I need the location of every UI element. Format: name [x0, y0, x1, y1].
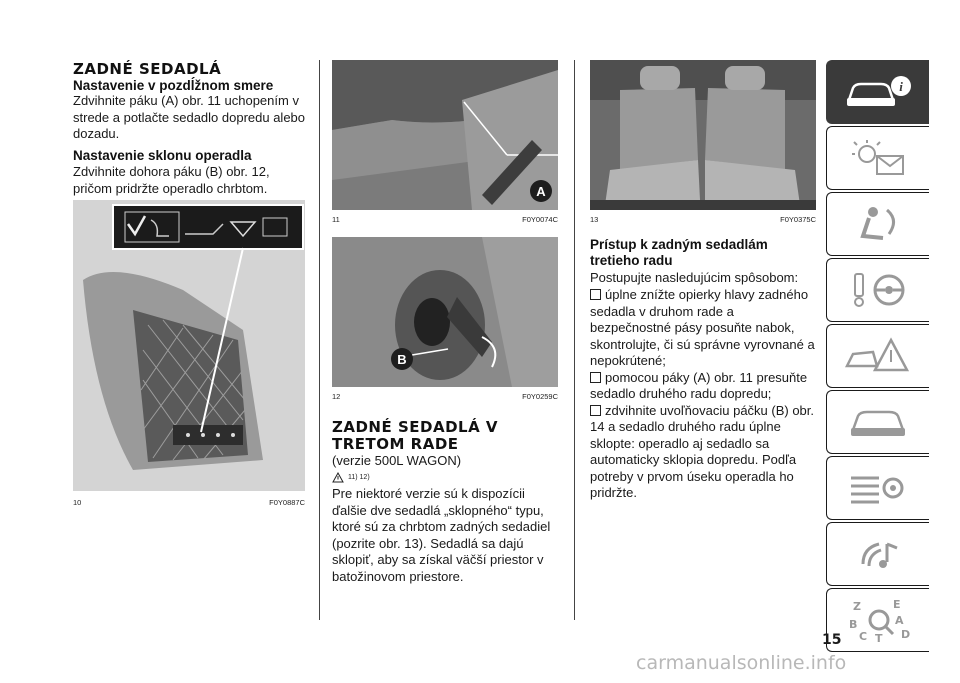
list-item-text: úplne znížte opierky hlavy zadného sedadla v druhom rade a bezpečnostné pásy posuňte nabok, skontrolujte, či sú správne vyrovnané a nepokrútené;: [590, 287, 815, 368]
figure-12-caption: [332, 392, 558, 401]
figure-11-image: [332, 60, 558, 210]
figure-13-image: [590, 60, 816, 210]
figure-10-caption: [73, 498, 305, 507]
list-item-text: pomocou páky (A) obr. 11 presuňte sedadlo druhého radu dopredu;: [590, 369, 808, 401]
tab-starting-driving[interactable]: [826, 258, 929, 322]
figure-code: F0Y0259C: [522, 392, 558, 401]
figure-number: 13: [590, 215, 599, 224]
seat-side-panel-illustration: [73, 200, 305, 491]
car-info-icon: [843, 72, 913, 112]
tab-emergency[interactable]: [826, 324, 929, 388]
callout-label-b: B: [397, 352, 407, 367]
tab-car-info[interactable]: [826, 60, 929, 124]
checkbox-bullet-icon: [590, 405, 601, 416]
figure-code: F0Y0375C: [780, 215, 816, 224]
warning-triangle-icon: [332, 472, 344, 483]
figure-10-image: [73, 200, 305, 491]
intro-paragraph: Postupujte nasledujúcim spôsobom:: [590, 270, 799, 285]
subheading-access-third-row: Prístup k zadným sedadlám tretieho radu: [590, 237, 768, 268]
figure-code: F0Y0074C: [522, 215, 558, 224]
tab-warning-lights[interactable]: [826, 126, 929, 190]
callout-label-a: A: [536, 184, 546, 199]
version-note: (verzie 500L WAGON): [332, 453, 462, 468]
seat-recline-b-illustration: [332, 237, 558, 387]
paragraph-backrest: Zdvihnite dohora páku (B) obr. 12, pričom pridržte operadlo chrbtom.: [73, 164, 270, 196]
paragraph-longitudinal: Zdvihnite páku (A) obr. 11 uchopením v strede a potlačte sedadlo dopredu alebo dozadu.: [73, 93, 306, 141]
section-heading: ZADNÉ SEDADLÁ: [73, 60, 222, 78]
tab-multimedia[interactable]: [826, 522, 929, 586]
figure-number: 12: [332, 392, 341, 401]
bullet-list: [590, 287, 816, 502]
warning-references: [332, 472, 370, 483]
tab-safety[interactable]: [826, 192, 929, 256]
list-item: [590, 287, 816, 370]
list-item: [590, 403, 816, 502]
index-letter: A: [895, 614, 904, 627]
figure-12-image: [332, 237, 558, 387]
svg-text:i: i: [899, 79, 903, 94]
multimedia-icon: [843, 534, 913, 574]
maintenance-icon: [843, 402, 913, 442]
starting-driving-icon: [843, 270, 913, 310]
figure-11-caption: [332, 215, 558, 224]
seat-lever-a-illustration: [332, 60, 558, 210]
column-separator: [574, 60, 575, 620]
column-separator: [319, 60, 320, 620]
index-letter: B: [849, 618, 858, 631]
tab-maintenance[interactable]: [826, 390, 929, 454]
index-letter: D: [901, 628, 911, 641]
safety-airbag-icon: [843, 204, 913, 244]
figure-code: F0Y0887C: [269, 498, 305, 507]
figure-number: 11: [332, 215, 340, 224]
index-letter: Z: [853, 600, 861, 613]
paragraph-third-row: Pre niektoré verzie sú k dispozícii ďalšie dve sedadlá „sklopného“ typu, ktoré sú za chrbtom zadných sedadiel (pozrite obr. 13). Sedadlá sa dajú sklopiť, aby sa získal väčší priestor v batožinovom priestore.: [332, 486, 551, 584]
tab-technical-data[interactable]: [826, 456, 929, 520]
subheading-backrest: Nastavenie sklonu operadla: [73, 148, 252, 163]
reference-numbers: 11) 12): [348, 474, 370, 481]
page-number: 15: [822, 632, 842, 648]
section-heading-third-row: ZADNÉ SEDADLÁ V TRETOM RADE: [332, 418, 499, 453]
warning-lights-icon: [843, 138, 913, 178]
figure-13-caption: [590, 215, 816, 224]
subheading-longitudinal: Nastavenie v pozdĺžnom smere: [73, 78, 274, 93]
index-letter: C: [859, 630, 868, 643]
figure-number: 10: [73, 498, 82, 507]
technical-data-icon: [843, 468, 913, 508]
index-letter: E: [893, 598, 901, 611]
watermark: carmanualsonline.info: [636, 652, 847, 674]
list-item: [590, 370, 816, 403]
list-item-text: zdvihnite uvoľňovaciu páčku (B) obr. 14 a sedadlo druhého radu úplne sklopte: operadlo aj sedadlo sa automaticky sklopia dopredu. Podľa potreby v prvom úseku operadla ho pridržte.: [590, 402, 815, 500]
emergency-icon: [843, 336, 913, 376]
index-icon: [843, 596, 913, 644]
third-row-seats-illustration: [590, 60, 816, 210]
checkbox-bullet-icon: [590, 289, 601, 300]
index-letter: T: [875, 632, 883, 644]
checkbox-bullet-icon: [590, 372, 601, 383]
